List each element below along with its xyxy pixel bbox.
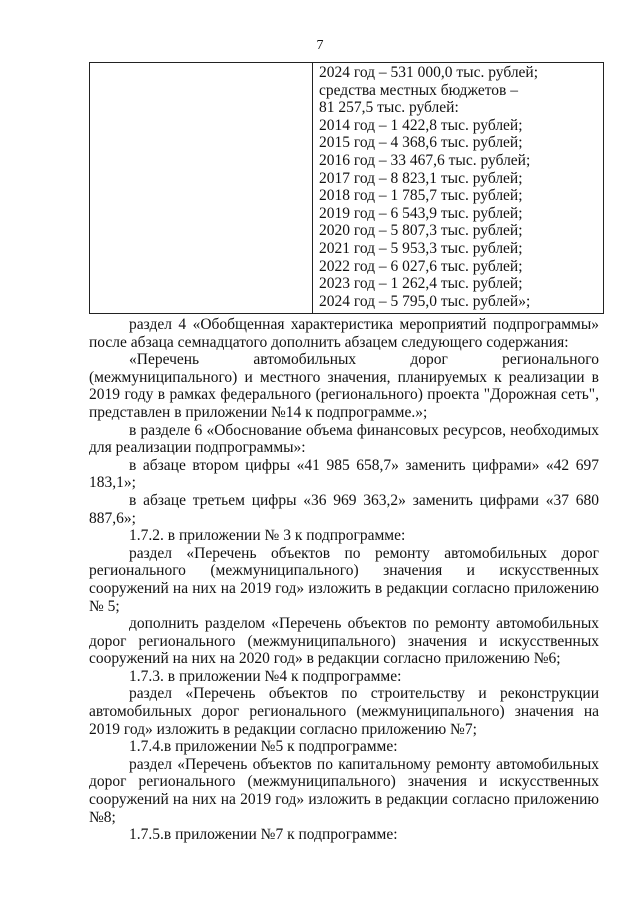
table-line: 2020 год – 5 807,3 тыс. рублей; — [319, 222, 523, 240]
table-line: 81 257,5 тыс. рублей: — [319, 99, 459, 117]
paragraph: раздел «Перечень объектов по ремонту автомобильных дорог регионального (межмуниципального) значения и искусственных сооружений на них на 2019 год» изложить в редакции согласно приложению № 5; — [89, 544, 599, 615]
table-line: 2024 год – 5 795,0 тыс. рублей»; — [319, 292, 531, 310]
table-line: 2024 год – 531 000,0 тыс. рублей; — [319, 64, 539, 81]
table-line: 2019 год – 6 543,9 тыс. рублей; — [319, 204, 523, 222]
table-right-cell — [319, 64, 597, 310]
paragraph: раздел 4 «Обобщенная характеристика мероприятий подпрограммы» после абзаца семнадцатого дополнить абзацем следующего содержания: — [89, 316, 599, 351]
table-line: 2014 год – 1 422,8 тыс. рублей; — [319, 116, 523, 134]
paragraph: 1.7.5.в приложении №7 к подпрограмме: — [129, 826, 398, 844]
paragraph: «Перечень автомобильных дорог регионального (межмуниципального) и местного значения, планируемых к реализации в 2019 году в рамках федерального (регионального) проекта "Дорожная сеть", представлен в приложении №14 к подпрограмме.»; — [89, 351, 599, 421]
financing-table — [89, 62, 604, 314]
table-line: средства местных бюджетов – — [319, 81, 518, 99]
paragraph: дополнить разделом «Перечень объектов по ремонту автомобильных дорог регионального (межмуниципального) значения и искусственных сооружений на них на 2020 год» в редакции согласно приложению №6; — [89, 615, 599, 668]
table-line: 2021 год – 5 953,3 тыс. рублей; — [319, 239, 523, 257]
paragraph: 1.7.4.в приложении №5 к подпрограмме: — [129, 738, 398, 756]
table-line: 2017 год – 8 823,1 тыс. рублей; — [319, 169, 523, 187]
document-body — [89, 316, 599, 844]
table-line: 2015 год – 4 368,6 тыс. рублей; — [319, 134, 523, 152]
paragraph: 1.7.3. в приложении №4 к подпрограмме: — [129, 667, 402, 685]
paragraph: раздел «Перечень объектов по строительству и реконструкции автомобильных дорог регионального (межмуниципального) значения на 2019 год» изложить в редакции согласно приложению №7; — [89, 685, 599, 738]
paragraph: раздел «Перечень объектов по капитальному ремонту автомобильных дорог регионального (межмуниципального) значения и искусственных сооружений на них на 2019 год» изложить в редакции согласно приложению №8; — [89, 755, 599, 826]
paragraph: в абзаце втором цифры «41 985 658,7» заменить цифрами» «42 697 183,1»; — [89, 456, 599, 492]
table-line: 2022 год – 6 027,6 тыс. рублей; — [319, 257, 523, 275]
paragraph: в абзаце третьем цифры «36 969 363,2» заменить цифрами «37 680 887,6»; — [89, 491, 599, 527]
table-line: 2023 год – 1 262,4 тыс. рублей; — [319, 275, 523, 293]
page-number: 7 — [316, 38, 324, 53]
paragraph: в разделе 6 «Обоснование объема финансовых ресурсов, необходимых для реализации подпрограммы»: — [89, 421, 599, 457]
table-line: 2016 год – 33 467,6 тыс. рублей; — [319, 151, 531, 169]
paragraph: 1.7.2. в приложении № 3 к подпрограмме: — [129, 527, 406, 545]
table-line: 2018 год – 1 785,7 тыс. рублей; — [319, 187, 523, 205]
table-column-divider — [312, 63, 313, 313]
